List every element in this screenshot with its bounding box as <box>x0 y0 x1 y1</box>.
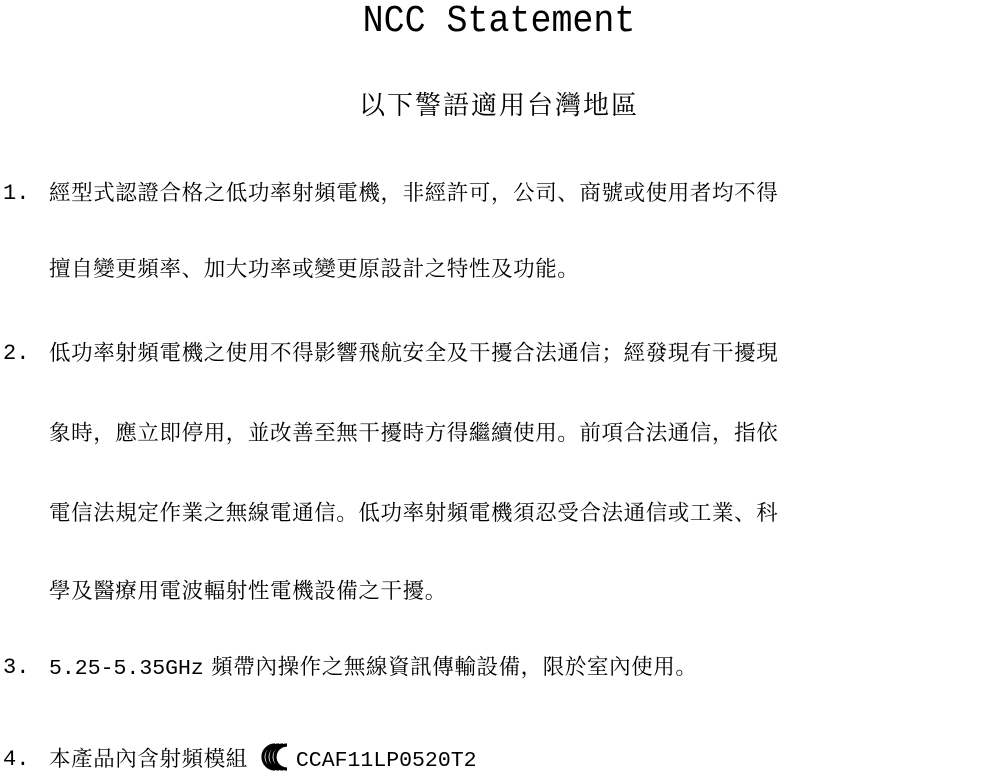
ncc-compliance-mark-icon <box>256 742 294 772</box>
item-number: 3. <box>3 655 30 680</box>
item-number: 1. <box>3 181 30 206</box>
item-line: 電信法規定作業之無線電通信。低功率射頻電機須忍受合法通信或工業、科 <box>49 501 779 526</box>
ncc-certification-code: CCAF11LP0520T2 <box>295 749 477 773</box>
item-number: 4. <box>3 747 30 772</box>
item-line: 低功率射頻電機之使用不得影響飛航安全及干擾合法通信；經發現有干擾現 <box>49 341 779 366</box>
item-text: 本產品內含射頻模組 <box>49 747 248 772</box>
item-text: 頻帶內操作之無線資訊傳輸設備，限於室內使用。 <box>211 655 698 680</box>
frequency-band: 5.25-5.35GHz <box>49 657 204 681</box>
item-line: 學及醫療用電波輻射性電機設備之干擾。 <box>49 579 447 604</box>
item-number: 2. <box>3 341 30 366</box>
item-line: 象時，應立即停用，並改善至無干擾時方得繼續使用。前項合法通信，指依 <box>49 421 779 446</box>
item-line: 擅自變更頻率、加大功率或變更原設計之特性及功能。 <box>49 257 580 282</box>
item-line <box>49 648 998 689</box>
document-title: NCC Statement <box>362 0 636 43</box>
item-line: 經型式認證合格之低功率射頻電機，非經許可，公司、商號或使用者均不得 <box>49 181 779 206</box>
document-subtitle: 以下警語適用台灣地區 <box>358 91 639 121</box>
item-line <box>49 740 998 781</box>
